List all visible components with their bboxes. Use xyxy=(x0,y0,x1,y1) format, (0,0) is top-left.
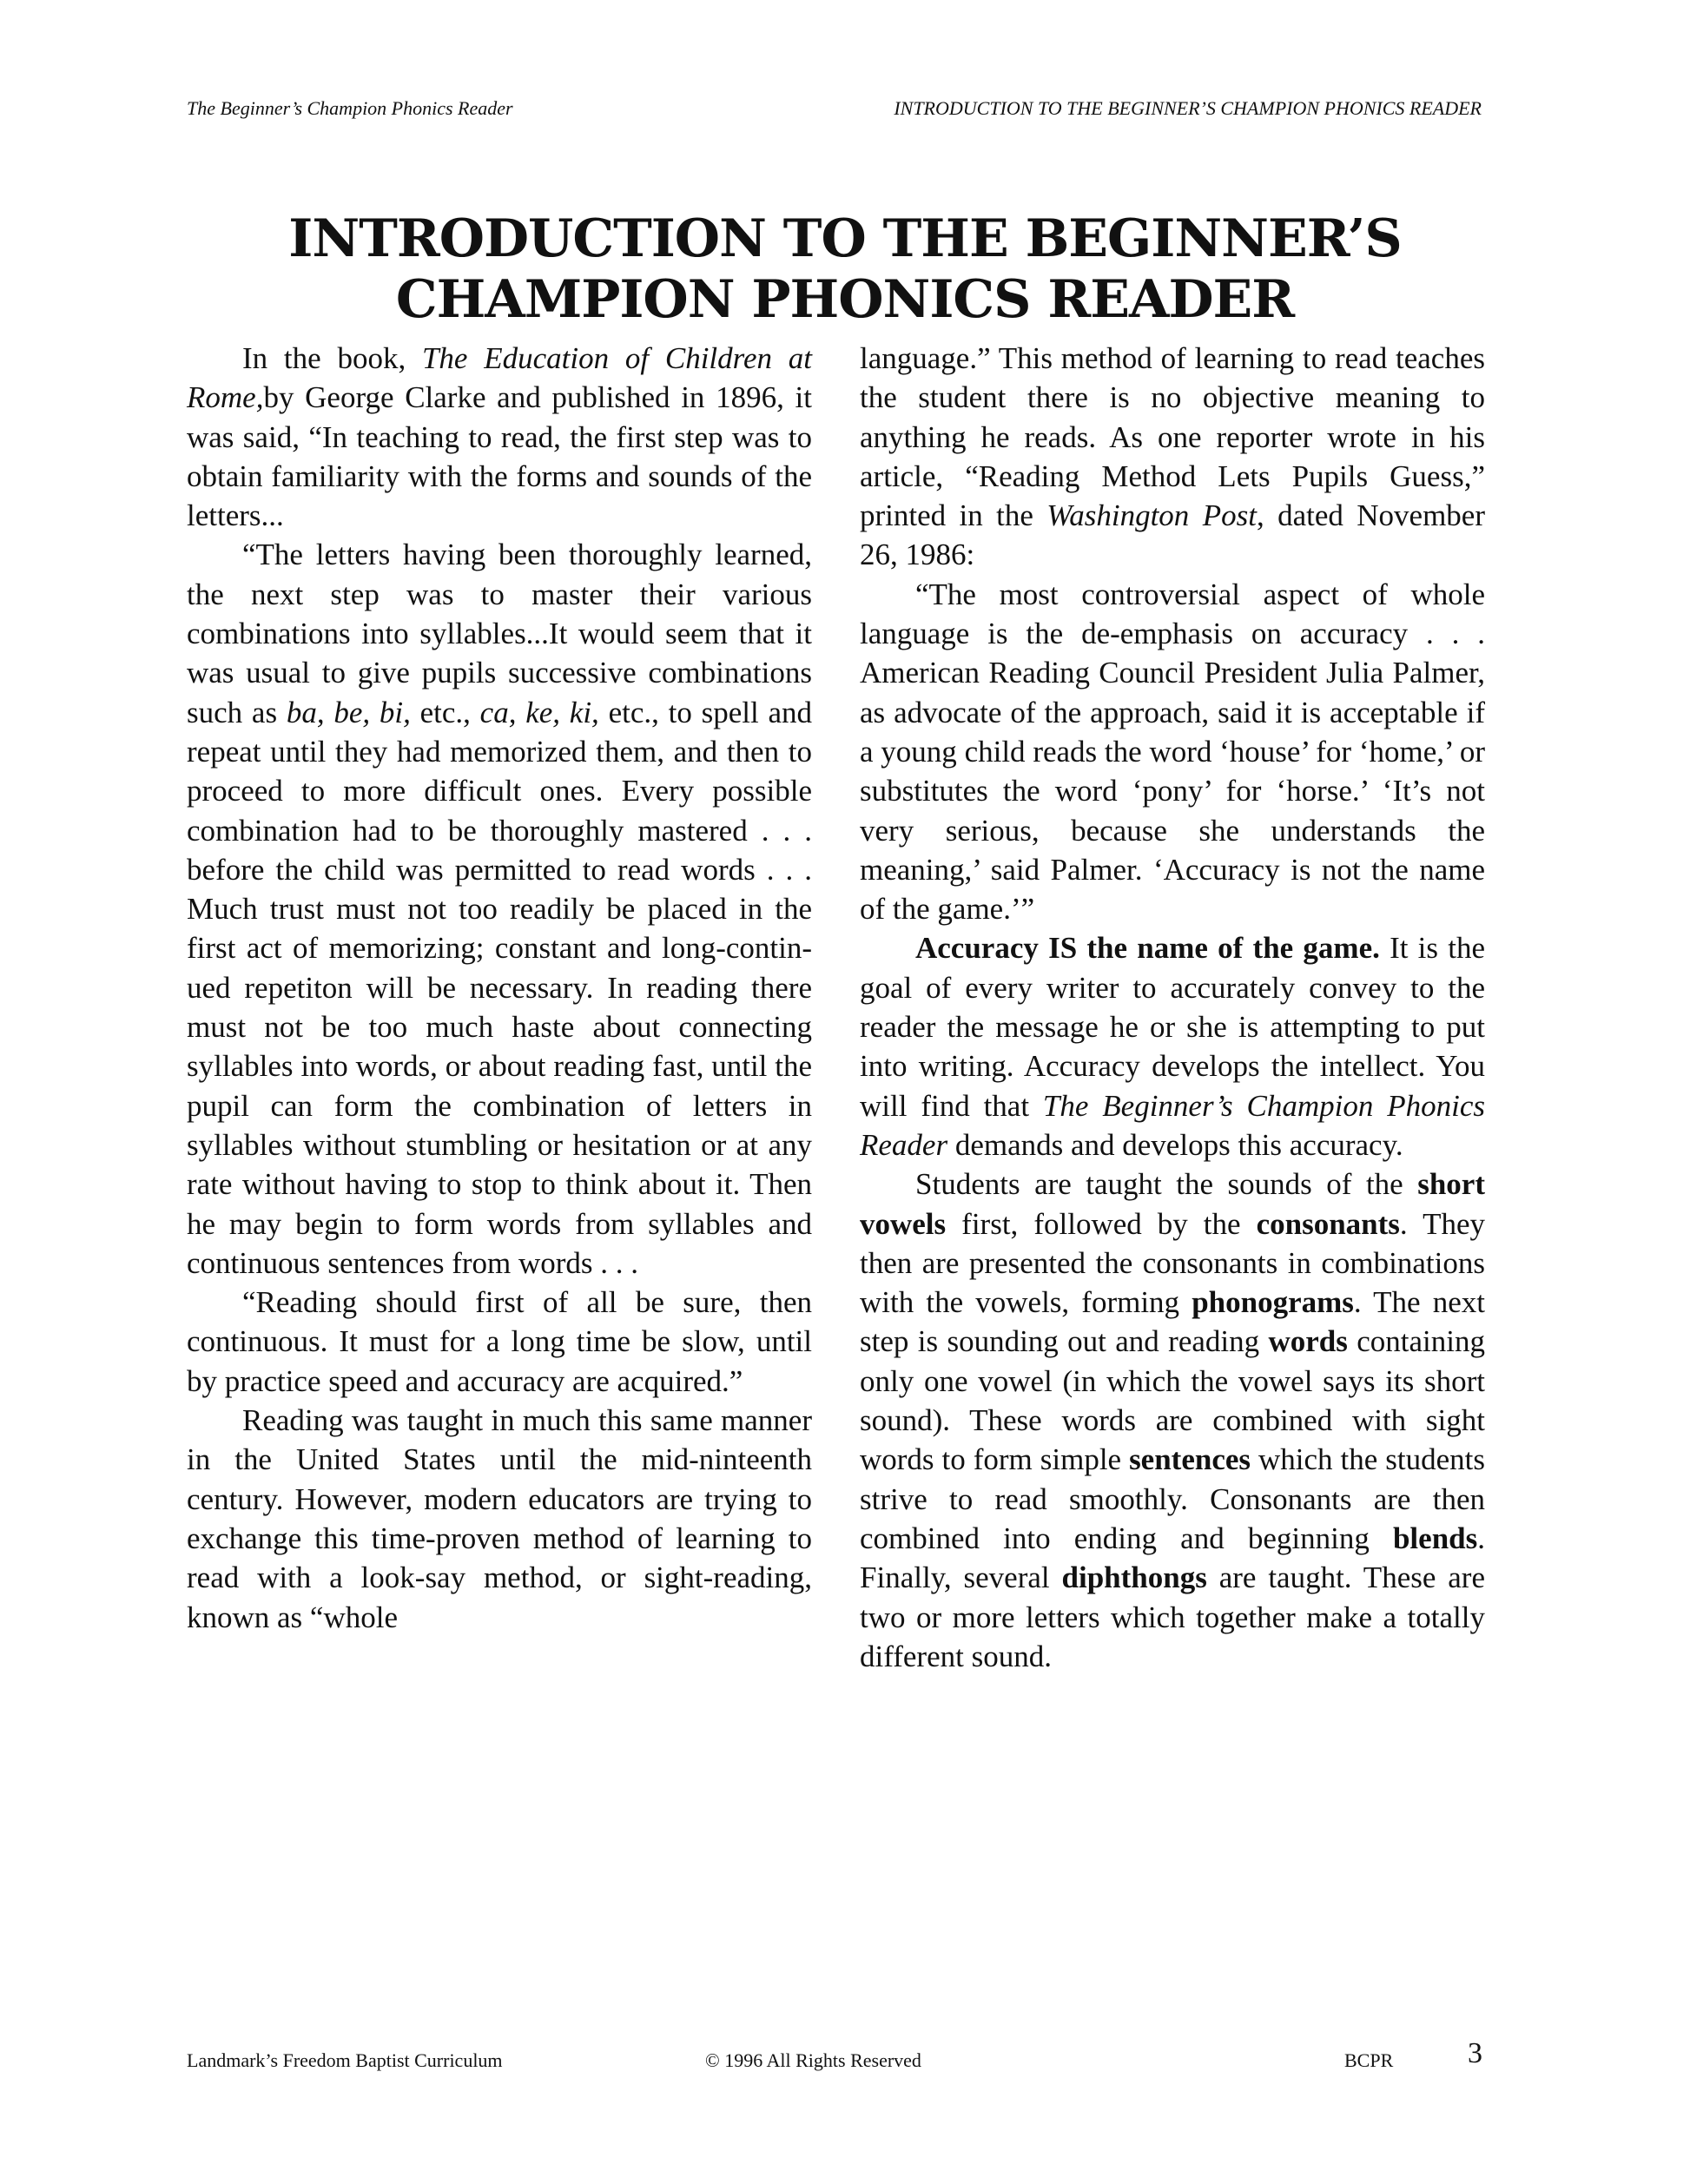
paragraph: Reading was taught in much this same manner in the United States until the mid-ninteenth century. However, modern educators are trying to exchange this time-proven method of learning to read with a look-say method, or sight-reading, known as “whole xyxy=(187,1403,812,1634)
running-header-right: INTRODUCTION TO THE BEGINNER’S CHAMPION PHONICS READER xyxy=(894,97,1482,119)
text-run: etc., to spell and repeat until they had memorized them, and then to proceed to more difficult ones. Every possible combination had to be thoroughly mastered . . . before the child was permitted to read words . . . Much trust must not too readily be placed in the first act of memorizing; constant and long-continued repetiton will be necessary. In reading there must not be too much haste about connecting syllables into words, or about reading fast, until the pupil can form the combination of letters in syllables without stumbling or hesitation or at any rate without having to stop to think about it. Then he may begin to form words from syllables and continuous sentences from words . . . xyxy=(187,695,812,1280)
italic-example: ca, ke, ki, xyxy=(479,695,599,729)
text-run: . They then are presented the consonants in combinations with the vowels, forming xyxy=(860,1206,1485,1320)
left-column xyxy=(187,339,812,1637)
text-run: . Finally, several xyxy=(860,1521,1485,1595)
footer-copyright: © 1996 All Rights Reserved xyxy=(705,2049,921,2071)
text-run: are taught. These are two or more letters which together make a totally different sound. xyxy=(860,1560,1485,1673)
text-run: In the book, xyxy=(242,341,422,375)
text-run: by George Clarke and published in 1896, it was said, “In teaching to read, the first step was to obtain familiarity with the forms and sounds of the letters... xyxy=(187,380,812,533)
footer-publisher: Landmark’s Freedom Baptist Curriculum xyxy=(187,2049,503,2071)
page-title xyxy=(0,208,1690,330)
book-title: The Beginner’s Champion Phonics Reader xyxy=(860,1088,1485,1162)
title-line-2: CHAMPION PHONICS READER xyxy=(395,269,1295,330)
bold-emphasis: Accuracy IS the name of the game. xyxy=(915,931,1380,966)
text-run: containing only one vowel (in which the vowel says its short sound). These words are combined with sight words to form simple xyxy=(860,1324,1485,1477)
text-run: It is the goal of every writer to accurately convey to the reader the message he or she is attempting to put into writing. Accuracy develops the intellect. You will find that xyxy=(860,931,1486,1123)
text-run: . The next step is sounding out and reading xyxy=(860,1285,1485,1359)
text-run: first, followed by the xyxy=(946,1206,1257,1241)
right-column xyxy=(860,339,1485,1676)
paragraph xyxy=(860,339,1485,575)
text-run: language.” This method of learning to read teaches the student there is no objective meaning to anything he reads. As one reporter wrote in his article, “Reading Method Lets Pupils Guess,” printed in the xyxy=(860,341,1485,533)
paragraph xyxy=(187,339,812,535)
bold-term: phonograms xyxy=(1192,1285,1354,1320)
book-title: The Education of Children at Rome, xyxy=(187,341,812,415)
paragraph xyxy=(187,535,812,1283)
text-run: etc., xyxy=(410,695,480,729)
running-header-left: The Beginner’s Champion Phonics Reader xyxy=(187,97,513,119)
newspaper-title: Washington Post xyxy=(1046,498,1257,533)
paragraph: “The most controversial aspect of whole language is the de-emphasis on accuracy . . . American Reading Council President Julia Palmer, as advocate of the approach, said it is acceptable if a young child reads the word ‘house’ for ‘home,’ or substitutes the word ‘pony’ for ‘horse.’ ‘It’s not very serious, because she understands the meaning,’ said Palmer. ‘Accuracy is not the name of the game.’” xyxy=(860,577,1485,927)
title-line-1: INTRODUCTION TO THE BEGINNER’S xyxy=(288,208,1402,269)
paragraph xyxy=(860,928,1485,1165)
text-run: Students are taught the sounds of the xyxy=(915,1167,1418,1202)
text-run: which the students strive to read smoothly. Consonants are then combined into ending and beginning xyxy=(860,1442,1485,1555)
paragraph xyxy=(860,1165,1485,1676)
bold-term: words xyxy=(1268,1324,1348,1359)
bold-term: consonants xyxy=(1256,1206,1400,1241)
bold-term: short vowels xyxy=(860,1167,1485,1241)
bold-term: diphthongs xyxy=(1061,1560,1207,1595)
text-run: “The letters having been thoroughly learned, the next step was to master their various combinations into syllables...It would seem that it was usual to give pupils successive combinations such as xyxy=(187,538,812,729)
text-run: , dated November 26, 1986: xyxy=(860,498,1485,572)
bold-term: sentences xyxy=(1129,1442,1251,1477)
text-run: demands and develops this accuracy. xyxy=(947,1127,1403,1162)
footer-code: BCPR xyxy=(1344,2049,1394,2071)
bold-term: blends xyxy=(1392,1521,1478,1555)
page-number: 3 xyxy=(1468,2037,1482,2069)
paragraph: “Reading should first of all be sure, then continuous. It must for a long time be slow, until by practice speed and accuracy are acquired.” xyxy=(187,1285,812,1398)
italic-example: ba, be, bi, xyxy=(286,695,411,729)
